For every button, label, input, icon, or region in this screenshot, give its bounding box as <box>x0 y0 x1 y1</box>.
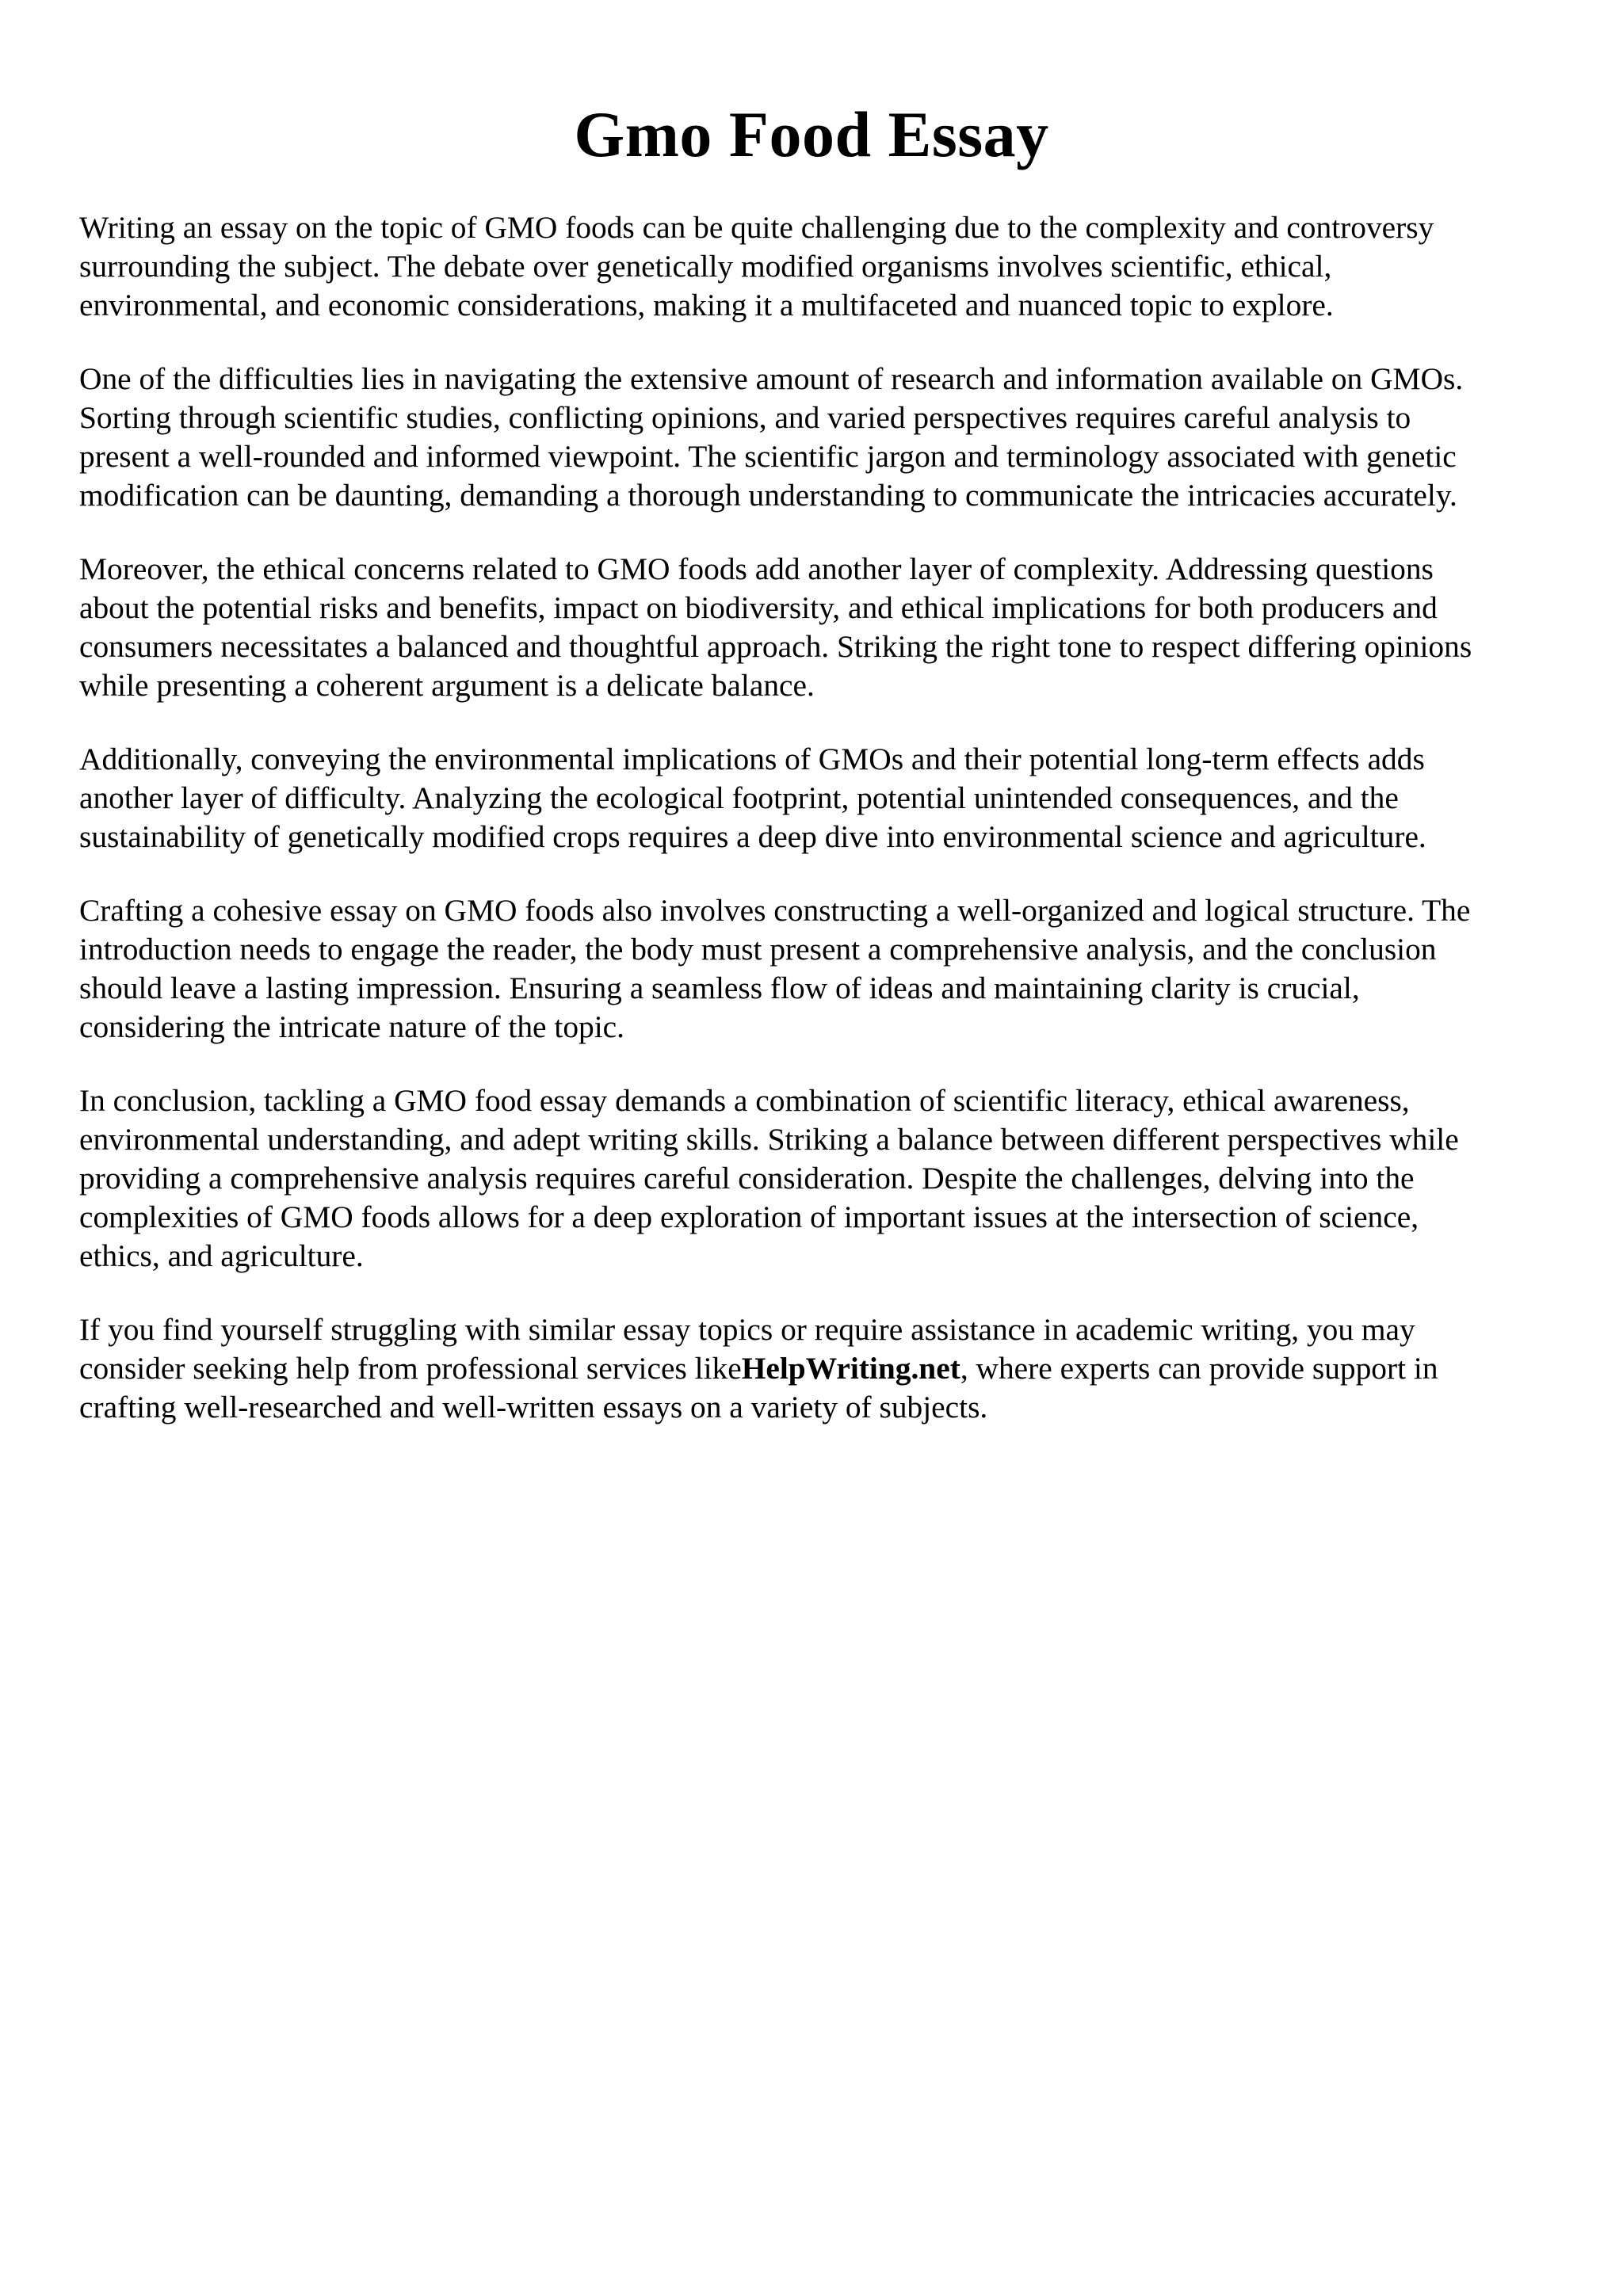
page-title: Gmo Food Essay <box>574 98 1049 170</box>
text-line: In conclusion, tackling a GMO food essay demands a combination of scientific literacy, ethical awareness, <box>79 1083 1410 1118</box>
text-line: consumers necessitates a balanced and thoughtful approach. Striking the right tone to respect differing opinions <box>79 629 1472 664</box>
text-line <box>79 1349 1569 1388</box>
paragraph-1 <box>79 208 1569 325</box>
paragraph-6 <box>79 1081 1569 1276</box>
paragraph-5 <box>79 891 1569 1047</box>
text-segment: consider seeking help from professional services like <box>79 1351 742 1386</box>
text-line: present a well-rounded and informed viewpoint. The scientific jargon and terminology associated with genetic <box>79 439 1457 474</box>
text-line: ethics, and agriculture. <box>79 1238 364 1273</box>
text-line: providing a comprehensive analysis requires careful consideration. Despite the challenges, delving into the <box>79 1161 1415 1196</box>
text-line: considering the intricate nature of the topic. <box>79 1009 624 1044</box>
text-line: another layer of difficulty. Analyzing the ecological footprint, potential unintended consequences, and the <box>79 780 1399 815</box>
text-line: Writing an essay on the topic of GMO foods can be quite challenging due to the complexity and controversy <box>79 210 1434 245</box>
text-line: Moreover, the ethical concerns related to GMO foods add another layer of complexity. Addressing questions <box>79 551 1434 586</box>
paragraph-3 <box>79 550 1569 705</box>
text-line: introduction needs to engage the reader, the body must present a comprehensive analysis, and the conclusion <box>79 932 1437 967</box>
paragraph-2 <box>79 360 1569 515</box>
text-line: sustainability of genetically modified crops requires a deep dive into environmental science and agriculture. <box>79 819 1426 854</box>
text-line: about the potential risks and benefits, impact on biodiversity, and ethical implications for both producers and <box>79 590 1438 625</box>
essay-body <box>79 208 1569 1462</box>
text-line: If you find yourself struggling with similar essay topics or require assistance in academic writing, you may <box>79 1312 1415 1347</box>
paragraph-4 <box>79 740 1569 856</box>
text-line: environmental, and economic considerations, making it a multifaceted and nuanced topic to explore. <box>79 288 1334 322</box>
text-line: Crafting a cohesive essay on GMO foods also involves constructing a well-organized and logical structure. The <box>79 893 1471 928</box>
text-line: crafting well-researched and well-written essays on a variety of subjects. <box>79 1390 988 1425</box>
text-line: Additionally, conveying the environmental implications of GMOs and their potential long-term effects adds <box>79 742 1425 776</box>
text-line: should leave a lasting impression. Ensuring a seamless flow of ideas and maintaining clarity is crucial, <box>79 971 1360 1005</box>
text-line: surrounding the subject. The debate over genetically modified organisms involves scientific, ethical, <box>79 249 1332 284</box>
brand-link[interactable]: HelpWriting.net <box>741 1351 960 1386</box>
text-line: complexities of GMO foods allows for a deep exploration of important issues at the intersection of science, <box>79 1199 1419 1234</box>
text-line: while presenting a coherent argument is a delicate balance. <box>79 668 815 703</box>
text-line: modification can be daunting, demanding a thorough understanding to communicate the intricacies accurately. <box>79 478 1457 513</box>
text-line: Sorting through scientific studies, conflicting opinions, and varied perspectives requires careful analysis to <box>79 400 1411 435</box>
closing-paragraph <box>79 1310 1569 1427</box>
text-segment: , where experts can provide support in <box>960 1351 1438 1386</box>
text-line: environmental understanding, and adept writing skills. Striking a balance between different perspectives while <box>79 1122 1459 1157</box>
text-line: One of the difficulties lies in navigating the extensive amount of research and information available on GMOs. <box>79 361 1464 396</box>
